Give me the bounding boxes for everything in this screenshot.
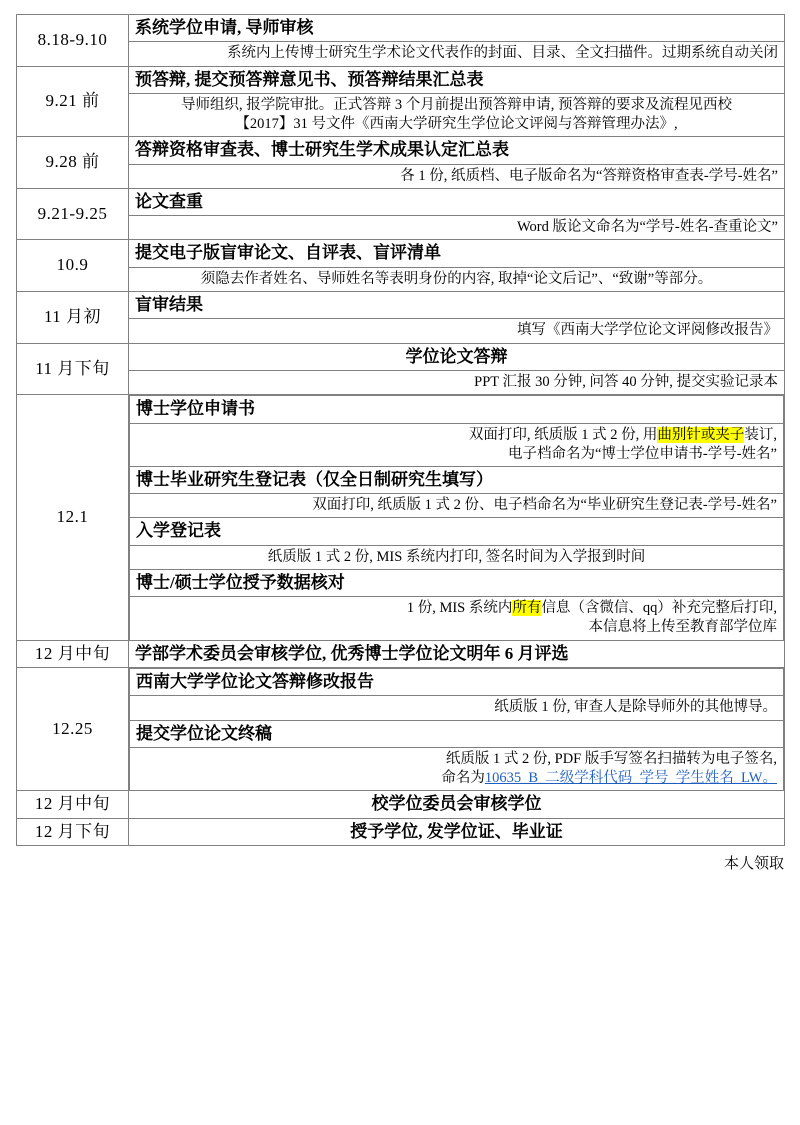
table-row-group-12-25 — [17, 668, 785, 791]
row-note: 系统内上传博士研究生学术论文代表作的封面、目录、全文扫描件。过期系统自动关闭 — [129, 42, 785, 66]
row-note: PPT 汇报 30 分钟, 问答 40 分钟, 提交实验记录本 — [129, 370, 785, 394]
table-row-note — [17, 216, 785, 240]
list-item-note — [130, 494, 784, 518]
row-note: 各 1 份, 纸质档、电子版命名为“答辩资格审查表-学号-姓名” — [129, 164, 785, 188]
item-title: 博士/硕士学位授予数据核对 — [130, 569, 784, 596]
row-date: 9.21 前 — [17, 66, 129, 137]
row-title: 答辩资格审查表、博士研究生学术成果认定汇总表 — [129, 137, 785, 164]
list-item-note — [130, 696, 784, 720]
table-row — [17, 188, 785, 215]
footer-note: 本人领取 — [723, 856, 784, 873]
group-body — [129, 668, 785, 791]
list-item — [130, 720, 784, 747]
row-title: 论文查重 — [129, 188, 785, 215]
list-item — [130, 669, 784, 696]
row-title: 预答辩, 提交预答辩意见书、预答辩结果汇总表 — [129, 66, 785, 93]
note-segment-highlight: 曲别针或夹子 — [657, 426, 745, 443]
row-title: 学部学术委员会审核学位, 优秀博士学位论文明年 6 月评选 — [129, 640, 785, 667]
row-note: Word 版论文命名为“学号-姓名-查重论文” — [129, 216, 785, 240]
note-line: 【2017】31 号文件《西南大学研究生学位论文评阅与答辩管理办法》, — [235, 116, 678, 133]
list-item-note — [130, 748, 784, 791]
row-date: 12 月中旬 — [17, 640, 129, 667]
item-note — [130, 597, 784, 640]
table-row-note — [17, 94, 785, 137]
note-segment-highlight: 所有 — [512, 600, 542, 617]
row-date: 11 月下旬 — [17, 343, 129, 395]
note-segment: 信息（含微信、qq）补充完整后打印, — [541, 600, 777, 617]
note-segment: 命名为 — [441, 770, 485, 787]
list-item — [130, 569, 784, 596]
item-title: 博士学位申请书 — [130, 396, 784, 423]
item-title: 入学登记表 — [130, 518, 784, 545]
item-note: 双面打印, 纸质版 1 式 2 份、电子档命名为“毕业研究生登记表-学号-姓名” — [130, 494, 784, 518]
item-title: 博士毕业研究生登记表（仅全日制研究生填写） — [130, 466, 784, 493]
table-row — [17, 66, 785, 93]
row-date: 11 月初 — [17, 291, 129, 343]
row-date: 12.25 — [17, 668, 129, 791]
item-note: 纸质版 1 份, 审查人是除导师外的其他博导。 — [130, 696, 784, 720]
schedule-table — [16, 14, 785, 846]
table-row-note — [17, 319, 785, 343]
note-segment: 装订, — [744, 426, 777, 443]
table-row — [17, 640, 785, 667]
note-segment: 双面打印, 纸质版 1 式 2 份, 用 — [468, 426, 658, 443]
list-item-note — [130, 545, 784, 569]
row-title: 提交电子版盲审论文、自评表、盲评清单 — [129, 240, 785, 267]
inner-table-12-25 — [129, 668, 784, 790]
table-row-note — [17, 267, 785, 291]
row-note: 填写《西南大学学位论文评阅修改报告》 — [129, 319, 785, 343]
note-line — [136, 769, 777, 788]
note-line — [136, 426, 777, 445]
row-title: 授予学位, 发学位证、毕业证 — [129, 818, 785, 845]
table-row — [17, 791, 785, 818]
item-note — [130, 748, 784, 791]
note-line — [136, 599, 777, 618]
item-note — [130, 423, 784, 466]
row-date: 12 月下旬 — [17, 818, 129, 845]
note-line: 本信息将上传至教育部学位库 — [588, 619, 777, 636]
table-row-note — [17, 164, 785, 188]
row-date: 8.18-9.10 — [17, 15, 129, 67]
note-line: 导师组织, 报学院审批。正式答辩 3 个月前提出预答辩申请, 预答辩的要求及流程见西校 — [181, 97, 732, 113]
row-date: 10.9 — [17, 240, 129, 292]
item-note: 纸质版 1 式 2 份, MIS 系统内打印, 签名时间为入学报到时间 — [130, 545, 784, 569]
note-line: 纸质版 1 式 2 份, PDF 版手写签名扫描转为电子签名, — [445, 751, 777, 767]
table-row — [17, 818, 785, 845]
table-row-note — [17, 370, 785, 394]
table-row-group-12-1 — [17, 395, 785, 641]
row-date: 9.28 前 — [17, 137, 129, 189]
row-note: 须隐去作者姓名、导师姓名等表明身份的内容, 取掉“论文后记”、“致谢”等部分。 — [129, 267, 785, 291]
table-row — [17, 291, 785, 318]
row-date: 9.21-9.25 — [17, 188, 129, 240]
note-segment-link[interactable]: 10635_B_二级学科代码_学号_学生姓名_LW。 — [484, 770, 777, 787]
item-title: 西南大学学位论文答辩修改报告 — [130, 669, 784, 696]
table-row — [17, 240, 785, 267]
note-line: 电子档命名为“博士学位申请书-学号-姓名” — [507, 445, 777, 462]
row-note — [129, 94, 785, 137]
item-title: 提交学位论文终稿 — [130, 720, 784, 747]
list-item-note — [130, 423, 784, 466]
list-item — [130, 518, 784, 545]
row-date: 12.1 — [17, 395, 129, 641]
list-item — [130, 466, 784, 493]
group-body — [129, 395, 785, 641]
inner-table-12-1 — [129, 395, 784, 640]
row-title: 盲审结果 — [129, 291, 785, 318]
list-item-note — [130, 597, 784, 640]
schedule-body — [17, 15, 785, 846]
table-row — [17, 137, 785, 164]
list-item — [130, 396, 784, 423]
row-title: 校学位委员会审核学位 — [129, 791, 785, 818]
row-date: 12 月中旬 — [17, 791, 129, 818]
row-title: 系统学位申请, 导师审核 — [129, 15, 785, 42]
row-title: 学位论文答辩 — [129, 343, 785, 370]
table-row-note — [17, 42, 785, 66]
note-segment: 1 份, MIS 系统内 — [406, 600, 513, 617]
table-row — [17, 15, 785, 42]
table-row — [17, 343, 785, 370]
